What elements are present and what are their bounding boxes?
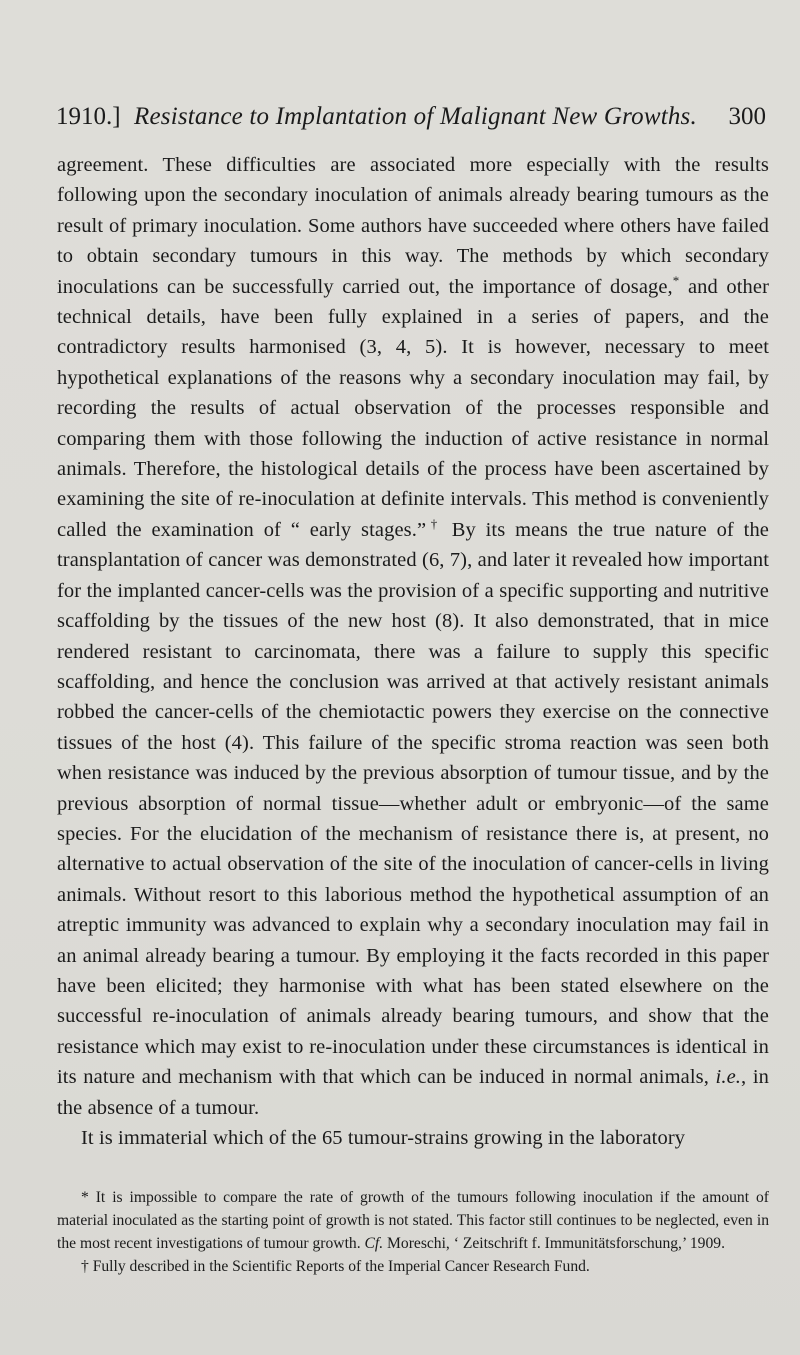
footnote-1-mark: *	[81, 1189, 89, 1206]
footnote-2	[57, 1255, 769, 1278]
running-header	[56, 100, 766, 134]
footnote-2-text: Fully described in the Scientific Reports of the Imperial Cancer Research Fund.	[88, 1258, 590, 1275]
footnote-ref-asterisk: *	[672, 272, 680, 288]
footnote-1-text-a: It is impossible to compare the rate of growth of the tumours following inoculation if the amount of material inoculated as the starting point of growth is not stated. This factor still continues to be neglected, even in the most recent investigations of tumour growth.	[57, 1189, 769, 1252]
footnote-1-text-b: Moreschi, ‘ Zeitschrift f. Immunitätsforschung,’ 1909.	[383, 1235, 725, 1252]
paragraph-1-part-a: agreement. These difficulties are associated more especially with the results following upon the secondary inoculation of animals already bearing tumours as the result of primary inoculation. Some authors have succeeded where others have failed to obtain secondary tumours in this way. The methods by which secondary inoculations can be successfully carried out, the importance of dosage,	[57, 154, 769, 298]
paragraph-2: It is immaterial which of the 65 tumour-strains growing in the laboratory	[81, 1127, 686, 1149]
body-text	[57, 150, 769, 1153]
footnotes	[57, 1186, 769, 1278]
page-number: 300	[728, 103, 766, 130]
paragraph-1	[57, 150, 769, 1123]
ie-abbrev: i.e.	[715, 1066, 741, 1089]
paragraph-1-part-c: By its means the true nature of the transplantation of cancer was demonstrated (6, 7), and later it revealed how important for the implanted cancer-cells was the provision of a specific supporting and nutritive scaffolding by the tissues of the new host (8). It also demonstrated, that in mice rendered resistant to carcinomata, there was a failure to supply this specific scaffolding, and hence the conclusion was arrived at that actively resistant animals robbed the cancer-cells of the chemiotactic powers they exercise on the connective tissues of the host (4). This failure of the specific stroma reaction was seen both when resistance was induced by the previous absorption of tumour tissue, and by the previous absorption of normal tissue—whether adult or embryonic—of the same species. For the elucidation of the mechanism of resistance there is, at present, no alternative to actual observation of the site of the inoculation of cancer-cells in living animals. Without resort to this laborious method the hypothetical assumption of an atreptic immunity was advanced to explain why a secondary inoculation may fail in an animal already bearing a tumour. By employing it the facts recorded in this paper have been elicited; they harmonise with what has been stated elsewhere on the successful re-inoculation of animals already bearing tumours, and show that the resistance which may exist to re-inoculation under these circumstances is identical in its nature and mechanism with that which can be induced in normal animals,	[57, 518, 769, 1089]
footnote-ref-dagger: †	[426, 516, 442, 532]
footnote-2-mark: †	[81, 1258, 89, 1275]
header-year: 1910.]	[56, 103, 121, 130]
header-title: Resistance to Implantation of Malignant New Growths.	[134, 103, 697, 130]
footnote-1	[57, 1186, 769, 1255]
paragraph-1-part-b: and other technical details, have been fully explained in a series of papers, and the contradictory results harmonised (3, 4, 5). It is however, necessary to meet hypothetical explanations of the reasons why a secondary inoculation may fail, by recording the results of actual observation of the processes responsible and comparing them with those following the induction of active resistance in normal animals. Therefore, the histological details of the process have been ascertained by examining the site of re-inoculation at definite intervals. This method is conveniently called the examination of “ early stages.”	[57, 275, 769, 541]
paragraph-1-part-d: , in the absence of a tumour.	[57, 1066, 769, 1119]
footnote-1-cf: Cf.	[364, 1235, 384, 1252]
